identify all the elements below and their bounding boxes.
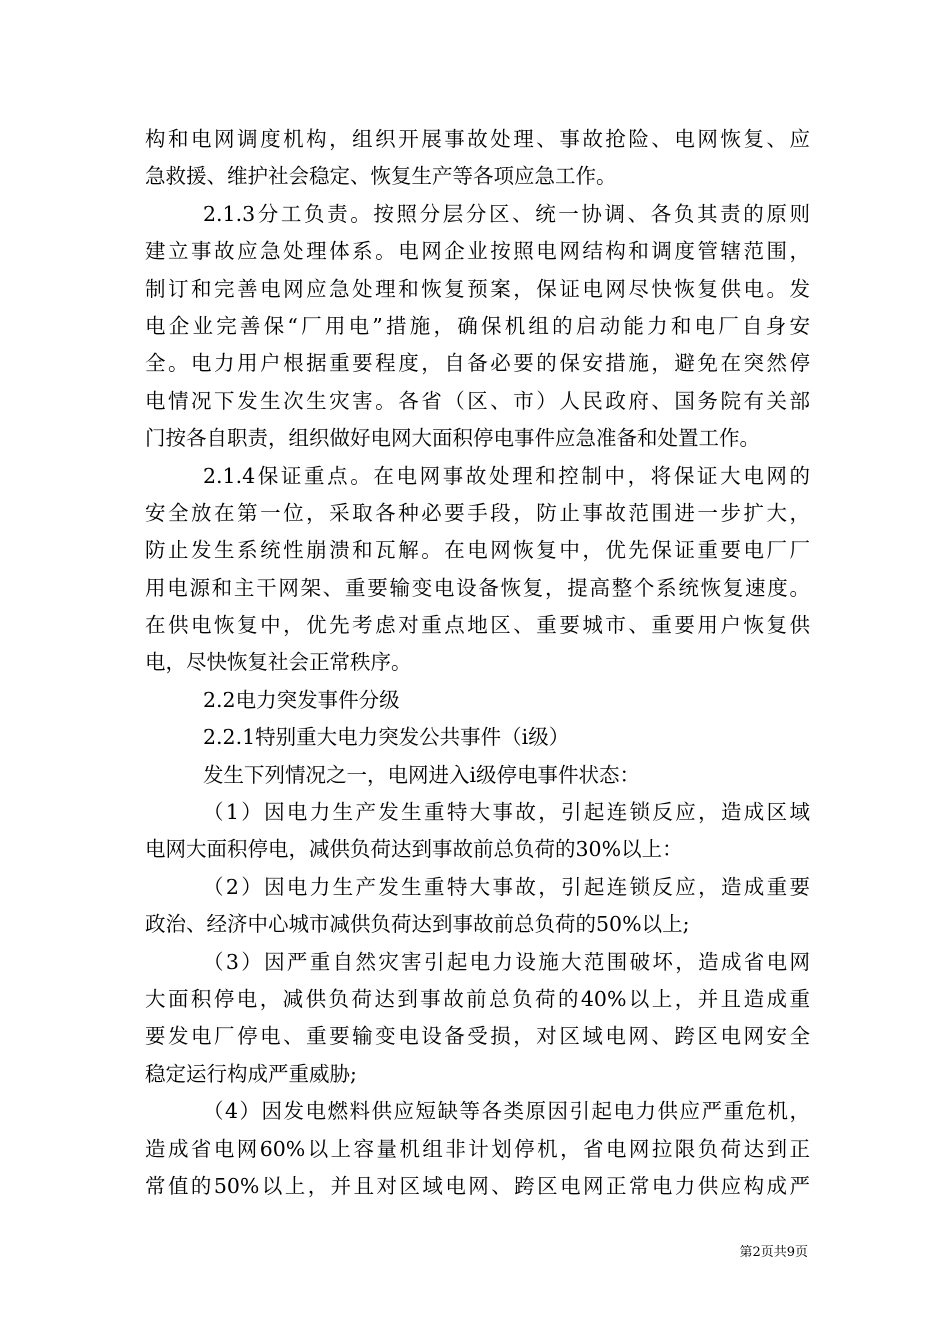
text-line: 构和电网调度机构，组织开展事故处理、事故抢险、电网恢复、应 — [145, 127, 810, 151]
text-line: 用电源和主干网架、重要输变电设备恢复，提高整个系统恢复速度。 — [145, 575, 810, 600]
text-line: 防止发生系统性崩溃和瓦解。在电网恢复中，优先保证重要电厂厂 — [145, 538, 810, 563]
text-line: （4）因发电燃料供应短缺等各类原因引起电力供应严重危机， — [203, 1099, 810, 1124]
text-line: 大面积停电，减供负荷达到事故前总负荷的40%以上，并且造成重 — [145, 986, 810, 1011]
text-line: 在供电恢复中，优先考虑对重点地区、重要城市、重要用户恢复供 — [145, 613, 810, 638]
text-line: 电情况下发生次生灾害。各省（区、市）人民政府、国务院有关部 — [145, 388, 810, 413]
text-line: （3）因严重自然灾害引起电力设施大范围破坏，造成省电网 — [203, 949, 810, 974]
text-line: 建立事故应急处理体系。电网企业按照电网结构和调度管辖范围， — [145, 239, 810, 264]
text-line: 制订和完善电网应急处理和恢复预案，保证电网尽快恢复供电。发 — [145, 276, 810, 301]
text-line: （2）因电力生产发生重特大事故，引起连锁反应，造成重要 — [203, 874, 810, 899]
text-line: （1）因电力生产发生重特大事故，引起连锁反应，造成区域 — [203, 800, 810, 825]
text-line: 要发电厂停电、重要输变电设备受损，对区域电网、跨区电网安全 — [145, 1024, 810, 1049]
text-line: 电企业完善保“厂用电”措施，确保机组的启动能力和电厂自身安 — [145, 313, 810, 338]
text-line: 2.1.3分工负责。按照分层分区、统一协调、各负其责的原则 — [203, 201, 810, 226]
text-line: 稳定运行构成严重威胁; — [145, 1061, 357, 1086]
text-line: 常值的50%以上，并且对区域电网、跨区电网正常电力供应构成严 — [145, 1173, 810, 1198]
text-line: 电，尽快恢复社会正常秩序。 — [145, 650, 412, 675]
text-line: 门按各自职责，组织做好电网大面积停电事件应急准备和处置工作。 — [145, 426, 760, 451]
text-line: 2.2.1特别重大电力突发公共事件（i级） — [203, 725, 570, 750]
body-text — [145, 121, 810, 1205]
text-line: 造成省电网60%以上容量机组非计划停机，省电网拉限负荷达到正 — [145, 1136, 810, 1161]
text-line: 2.1.4保证重点。在电网事故处理和控制中，将保证大电网的 — [203, 463, 810, 488]
text-line: 安全放在第一位，采取各种必要手段，防止事故范围进一步扩大， — [145, 500, 810, 525]
text-line: 2.2电力突发事件分级 — [203, 687, 400, 712]
text-line: 政治、经济中心城市减供负荷达到事故前总负荷的50%以上; — [145, 912, 690, 937]
text-line: 发生下列情况之一，电网进入i级停电事件状态： — [203, 762, 641, 787]
text-line: 急救援、维护社会稳定、恢复生产等各项应急工作。 — [145, 164, 617, 189]
text-line: 电网大面积停电，减供负荷达到事故前总负荷的30%以上： — [145, 837, 683, 862]
text-line: 全。电力用户根据重要程度，自备必要的保安措施，避免在突然停 — [145, 351, 810, 376]
page-number: 第2页共9页 — [739, 1245, 808, 1260]
